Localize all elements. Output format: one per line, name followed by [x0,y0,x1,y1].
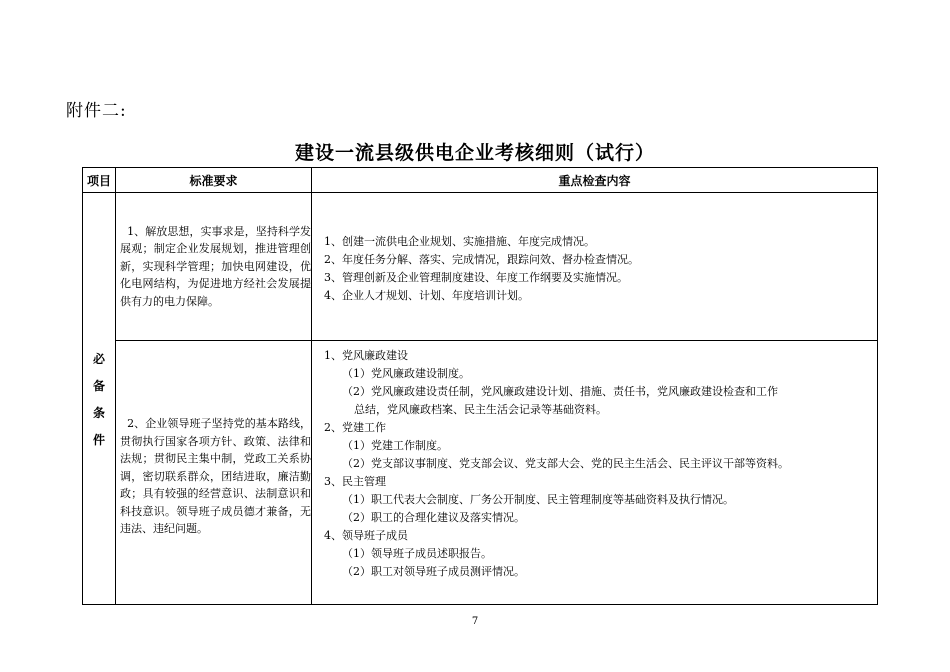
inspection-line: 3、管理创新及企业管理制度建设、年度工作纲要及实施情况。 [324,270,628,284]
inspection-line: 2、党建工作 [324,421,386,434]
table-row [83,193,878,341]
inspection-line: 3、民主管理 [324,475,386,488]
header-item: 项目 [83,168,116,193]
table-header-row [83,168,878,193]
inspection-line: 总结，党风廉政档案、民主生活会记录等基础资料。 [354,403,607,416]
inspection-line: （1）党风廉政建设制度。 [342,367,470,380]
inspection-line: （1）领导班子成员述职报告。 [342,547,492,560]
inspection-line: （2）职工对领导班子成员测评情况。 [342,565,525,578]
inspection-line: （2）党支部议事制度、党支部会议、党支部大会、党的民主生活会、民主评议干部等资料。 [342,457,789,470]
table-row [83,341,878,605]
inspection-line: 1、创建一流供电企业规划、实施措施、年度完成情况。 [324,234,595,248]
inspection-line: 4、企业人才规划、计划、年度培训计划。 [324,288,529,302]
standard-cell: 2、企业领导班子坚持党的基本路线，贯彻执行国家各项方针、政策、法律和法规；贯彻民主集中制，党政工关系协调，密切联系群众，团结进取，廉洁勤政；具有较强的经营意识、法制意识和科技意识。领导班子成员德才兼备，无违法、违纪问题。 [116,341,312,605]
inspection-cell [312,193,878,341]
document-title: 建设一流县级供电企业考核细则（试行） [294,142,655,164]
inspection-line: （1）职工代表大会制度、厂务公开制度、民主管理制度等基础资料及执行情况。 [342,493,734,506]
category-char: 条 [92,405,105,420]
inspection-cell [312,341,878,605]
inspection-line: （2）职工的合理化建议及落实情况。 [342,511,525,524]
assessment-table [82,167,878,605]
inspection-line: 4、领导班子成员 [324,529,408,542]
inspection-line: 1、党风廉政建设 [324,349,408,362]
standard-cell: 1、解放思想，实事求是，坚持科学发展观；制定企业发展规划，推进管理创新，实现科学管理；加快电网建设，优化电网结构，为促进地方经社会发展提供有力的电力保障。 [116,193,312,341]
header-standard: 标准要求 [116,168,312,193]
category-cell [83,193,116,605]
inspection-line: （1）党建工作制度。 [342,439,448,452]
inspection-line: （2）党风廉政建设责任制，党风廉政建设计划、措施、责任书，党风廉政建设检查和工作 [342,385,778,398]
category-char: 备 [92,378,105,393]
attachment-label: 附件二: [66,101,127,121]
category-char: 件 [92,432,105,447]
inspection-line: 2、年度任务分解、落实、完成情况，跟踪问效、督办检查情况。 [324,252,639,266]
category-char: 必 [92,351,105,366]
header-inspection: 重点检查内容 [312,168,878,193]
page-number: 7 [471,616,479,627]
